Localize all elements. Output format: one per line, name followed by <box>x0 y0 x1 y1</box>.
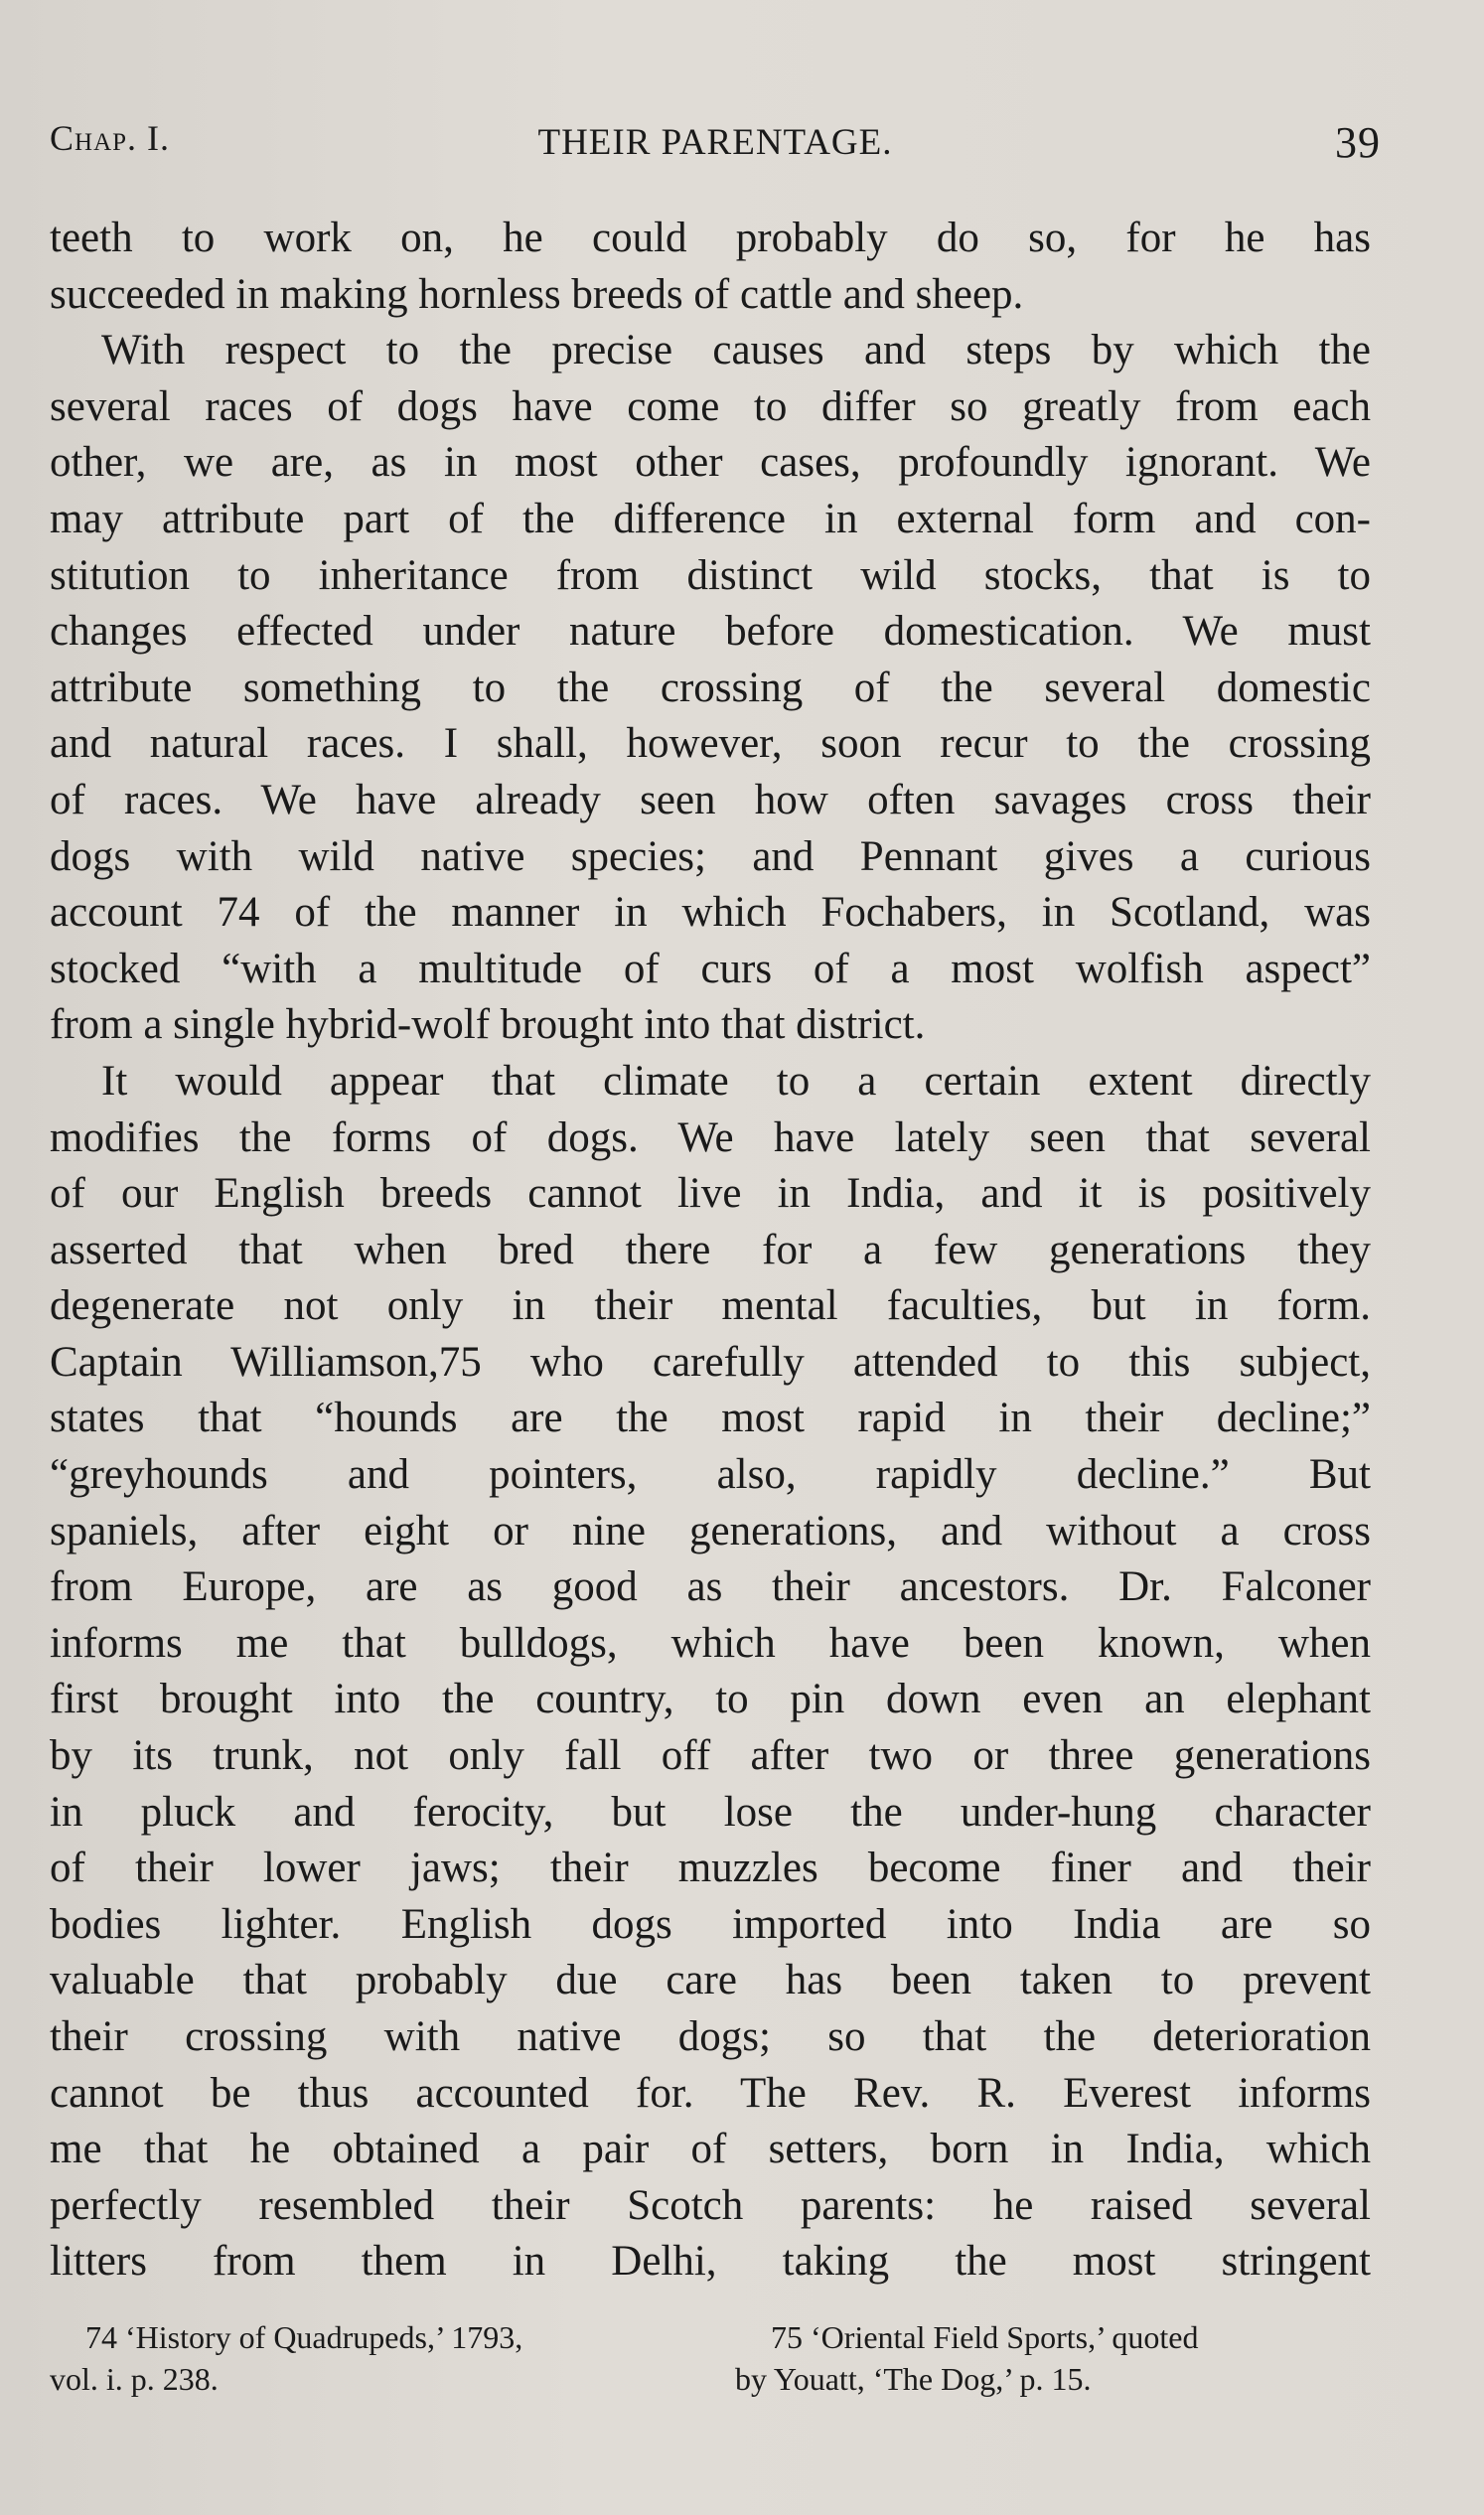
text-line: stitution to inheritance from distinct wild stocks, that is to <box>50 551 1371 599</box>
text-line: states that “hounds are the most rapid in their decline;” <box>50 1395 1371 1442</box>
text-line: of their lower jaws; their muzzles become finer and their <box>50 1845 1371 1892</box>
text-line: from Europe, are as good as their ancestors. Dr. Falconer <box>50 1563 1371 1611</box>
text-line: It would appear that climate to a certain extent directly <box>101 1057 1371 1105</box>
text-line: account 74 of the manner in which Fochabers, in Scotland, was <box>50 889 1371 937</box>
text-line: of our English breeds cannot live in India, and it is positively <box>50 1170 1371 1218</box>
chapter-label: Chap. I. <box>50 118 171 158</box>
page-number: 39 <box>1335 118 1381 167</box>
text-line: informs me that bulldogs, which have been known, when <box>50 1619 1371 1667</box>
text-line: several races of dogs have come to differ so greatly from each <box>50 382 1371 430</box>
text-line: succeeded in making hornless breeds of cattle and sheep. <box>50 270 1024 318</box>
text-line: asserted that when bred there for a few generations they <box>50 1226 1371 1273</box>
text-line: of races. We have already seen how often savages cross their <box>50 776 1371 823</box>
text-line: from a single hybrid-wolf brought into that district. <box>50 1001 926 1049</box>
text-line: With respect to the precise causes and steps by which the <box>101 327 1371 374</box>
text-line: modifies the forms of dogs. We have lately seen that several <box>50 1113 1371 1161</box>
text-line: may attribute part of the difference in external form and con- <box>50 495 1371 542</box>
text-line: bodies lighter. English dogs imported into India are so <box>50 1900 1371 1948</box>
text-line: litters from them in Delhi, taking the most stringent <box>50 2238 1371 2286</box>
text-line: perfectly resembled their Scotch parents: he raised several <box>50 2181 1371 2229</box>
text-line: spaniels, after eight or nine generations, and without a cross <box>50 1507 1371 1554</box>
text-line: and natural races. I shall, however, soon recur to the crossing <box>50 720 1371 768</box>
text-line: stocked “with a multitude of curs of a most wolfish aspect” <box>50 945 1371 992</box>
footnotes <box>50 2316 1371 2416</box>
text-line: other, we are, as in most other cases, profoundly ignorant. We <box>50 439 1371 487</box>
text-line: teeth to work on, he could probably do so, for he has <box>50 215 1371 261</box>
footnote-74 <box>50 2316 685 2400</box>
running-head <box>50 117 1381 177</box>
text-line: in pluck and ferocity, but lose the under-hung character <box>50 1788 1371 1836</box>
footnote-75 <box>735 2316 1371 2400</box>
footnote-line: vol. i. p. 238. <box>50 2361 219 2397</box>
text-line: first brought into the country, to pin down even an elephant <box>50 1676 1371 1723</box>
text-line: valuable that probably due care has been taken to prevent <box>50 1957 1371 2004</box>
text-line: Captain Williamson,75 who carefully attended to this subject, <box>50 1338 1371 1386</box>
body-text <box>50 211 1371 2291</box>
text-line: their crossing with native dogs; so that the deterioration <box>50 2013 1371 2060</box>
text-line: changes effected under nature before domestication. We must <box>50 608 1371 656</box>
text-line: attribute something to the crossing of the several domestic <box>50 664 1371 711</box>
text-line: me that he obtained a pair of setters, born in India, which <box>50 2126 1371 2173</box>
footnote-line: 74 ‘History of Quadrupeds,’ 1793, <box>85 2319 523 2355</box>
text-line: “greyhounds and pointers, also, rapidly decline.” But <box>50 1451 1371 1499</box>
text-line: cannot be thus accounted for. The Rev. R. Everest informs <box>50 2069 1371 2117</box>
text-line: degenerate not only in their mental faculties, but in form. <box>50 1282 1371 1330</box>
text-line: by its trunk, not only fall off after two or three generations <box>50 1732 1371 1780</box>
text-line: dogs with wild native species; and Pennant gives a curious <box>50 832 1371 880</box>
page-heading: THEIR PARENTAGE. <box>537 122 893 163</box>
footnote-line: 75 ‘Oriental Field Sports,’ quoted <box>771 2319 1199 2355</box>
footnote-line: by Youatt, ‘The Dog,’ p. 15. <box>735 2361 1092 2397</box>
